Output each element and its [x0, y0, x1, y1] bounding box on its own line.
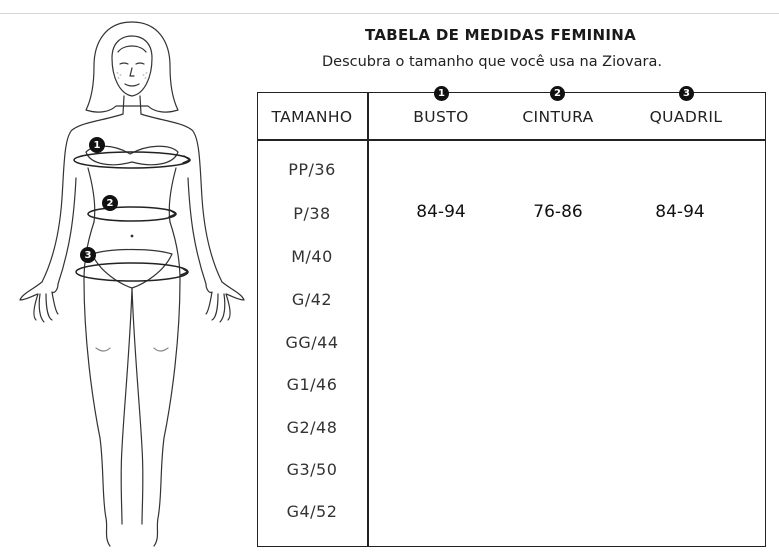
figure-marker-2-icon: 2	[102, 195, 118, 211]
size-row-label: G/42	[291, 290, 333, 309]
top-divider	[0, 13, 779, 14]
size-row-label: G1/46	[286, 375, 338, 394]
header-busto: BUSTO	[413, 108, 469, 126]
figure-marker-3-icon: 3	[80, 247, 96, 263]
column-marker-1-icon: 1	[434, 86, 449, 101]
size-row-label: P/38	[293, 204, 331, 223]
size-row-label: G4/52	[286, 502, 338, 521]
header-quadril: QUADRIL	[649, 108, 723, 126]
size-row-label: G3/50	[286, 460, 338, 479]
table-column-divider	[367, 92, 369, 547]
header-cintura: CINTURA	[522, 108, 594, 126]
busto-value: 84-94	[416, 202, 466, 222]
size-row-label: PP/36	[288, 160, 336, 179]
size-row-label: GG/44	[285, 333, 339, 352]
table-header-divider	[257, 139, 766, 141]
column-marker-3-icon: 3	[679, 86, 694, 101]
figure-marker-1-icon: 1	[89, 137, 105, 153]
quadril-value: 84-94	[655, 202, 705, 222]
page-subtitle: Descubra o tamanho que você usa na Ziovara.	[322, 54, 662, 70]
page-title: TABELA DE MEDIDAS FEMININA	[365, 26, 637, 44]
body-measurement-illustration	[14, 18, 250, 552]
size-row-label: G2/48	[286, 418, 338, 437]
header-tamanho: TAMANHO	[271, 108, 353, 126]
column-marker-2-icon: 2	[550, 86, 565, 101]
cintura-value: 76-86	[533, 202, 583, 222]
size-row-label: M/40	[291, 247, 333, 266]
